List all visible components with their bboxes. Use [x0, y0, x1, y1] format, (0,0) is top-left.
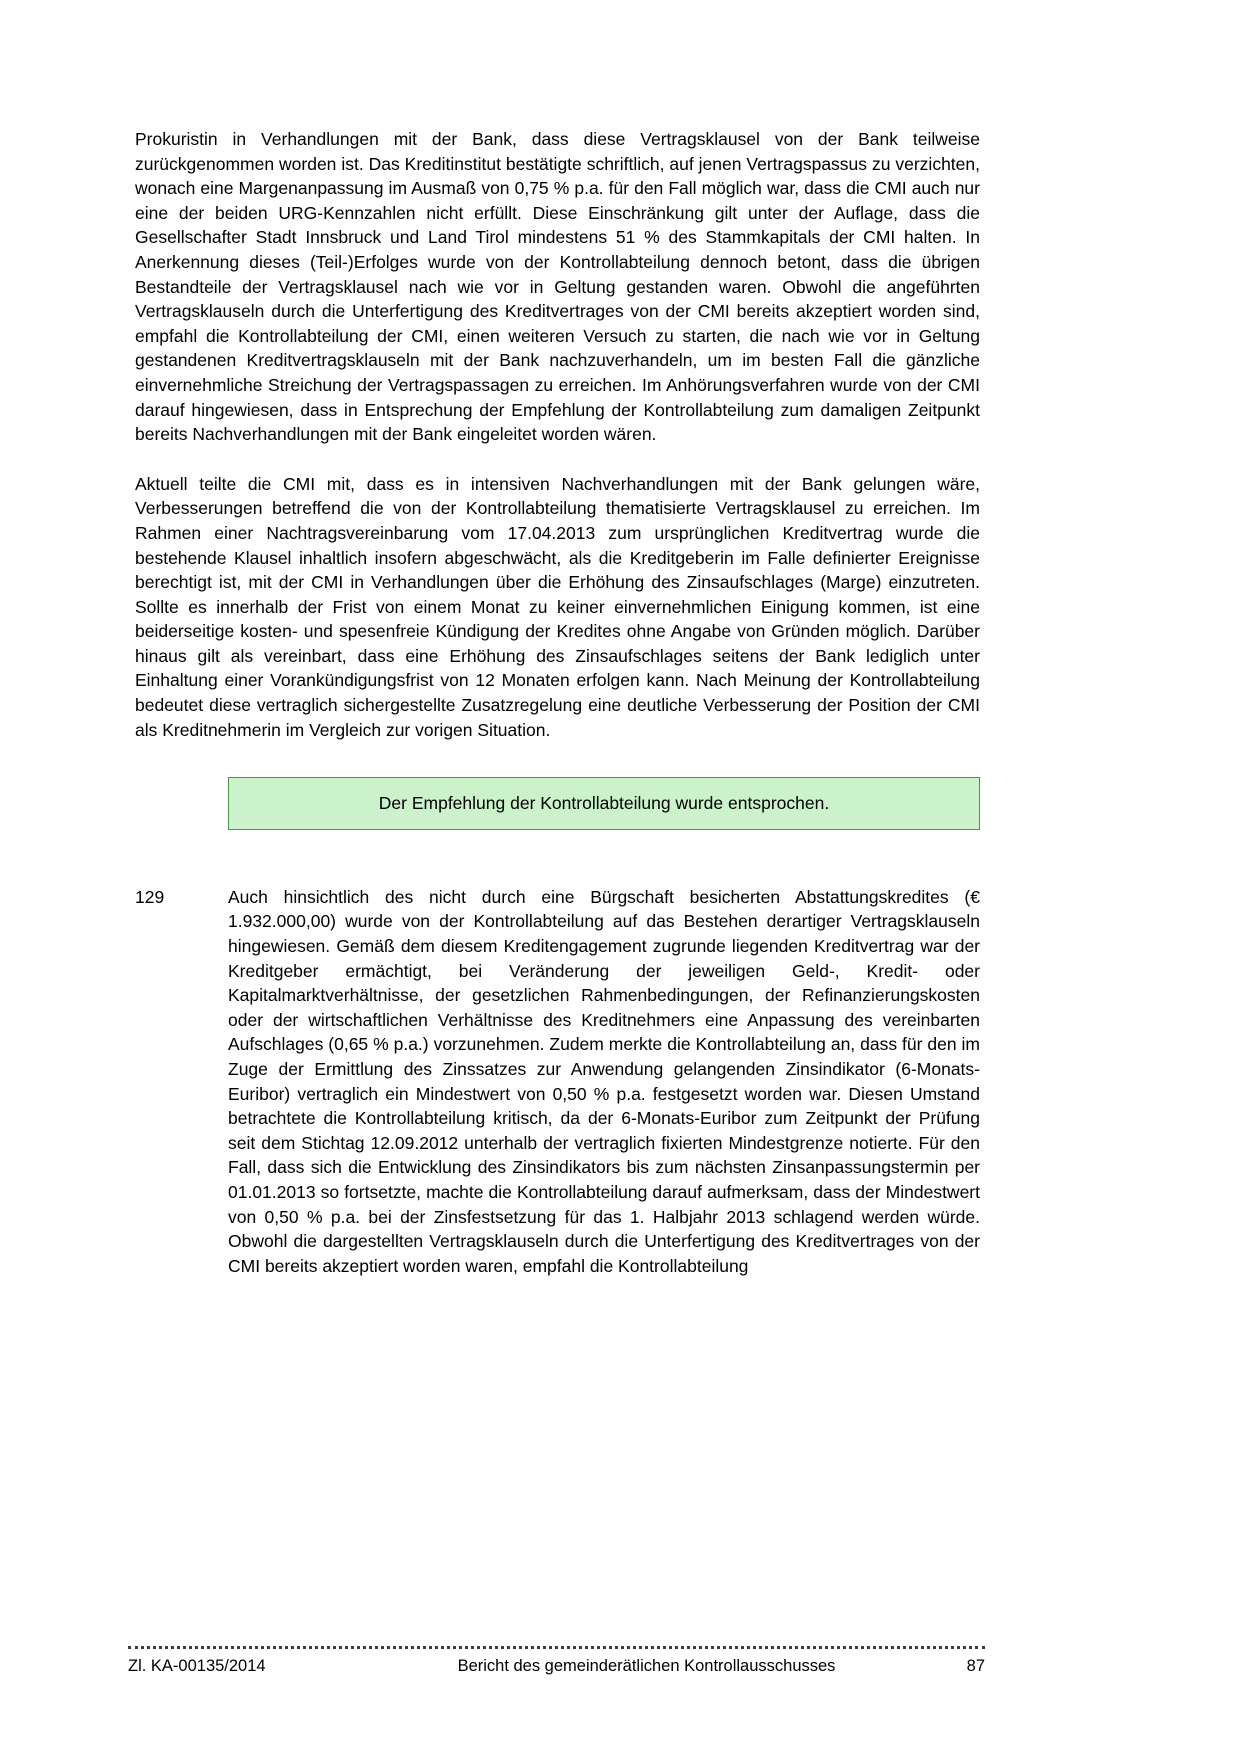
footer-reference: Zl. KA-00135/2014	[128, 1657, 266, 1675]
paragraph-continuation: Prokuristin in Verhandlungen mit der Bank, dass diese Vertragsklausel von der Bank teilweise zurückgenommen worden ist. Das Kreditinstitut bestätigte schriftlich, auf jenen Vertragspassus zu verzichten, wonach eine Margenanpassung im Ausmaß von 0,75 % p.a. für den Fall möglich war, dass die CMI auch nur eine der beiden URG-Kennzahlen nicht erfüllt. Diese Einschränkung gilt unter der Auflage, dass die Gesellschafter Stadt Innsbruck und Land Tirol mindestens 51 % des Stammkapitals der CMI halten. In Anerkennung dieses (Teil-)Erfolges wurde von der Kontrollabteilung dennoch betont, dass die übrigen Bestandteile der Vertragsklausel nach wie vor in Geltung gestanden waren. Obwohl die angeführten Vertragsklauseln durch die Unterfertigung des Kreditvertrages von der CMI bereits akzeptiert worden sind, empfahl die Kontrollabteilung der CMI, einen weiteren Versuch zu starten, die nach wie vor in Geltung gestandenen Kreditvertragsklauseln mit der Bank nachzuverhandeln, um im besten Fall die gänzliche einvernehmliche Streichung der Vertragspassagen zu erreichen. Im Anhörungsverfahren wurde von der CMI darauf hingewiesen, dass in Entsprechung der Empfehlung der Kontrollabteilung zum damaligen Zeitpunkt bereits Nachverhandlungen mit der Bank eingeleitet worden wären.	[135, 129, 980, 445]
page-footer	[128, 1646, 985, 1676]
recommendation-box-text: Der Empfehlung der Kontrollabteilung wurde entsprochen.	[378, 793, 830, 814]
footer-row	[128, 1656, 985, 1676]
footer-page-number: 87	[966, 1657, 985, 1675]
recommendation-box	[228, 777, 980, 830]
footer-divider	[128, 1646, 985, 1649]
paragraph-aktuell: Aktuell teilte die CMI mit, dass es in intensiven Nachverhandlungen mit der Bank gelungen wäre, Verbesserungen betreffend die von der Kontrollabteilung thematisierte Vertragsklausel zu erreichen. Im Rahmen einer Nachtragsvereinbarung vom 17.04.2013 zum ursprünglichen Kreditvertrag wurde die bestehende Klausel inhaltlich insofern abgeschwächt, als die Kreditgeberin im Falle definierter Ereignisse berechtigt ist, mit der CMI in Verhandlungen über die Erhöhung des Zinsaufschlages (Marge) einzutreten. Sollte es innerhalb der Frist von einem Monat zu keiner einvernehmlichen Einigung kommen, ist eine beiderseitige kosten- und spesenfreie Kündigung der Kredites ohne Angabe von Gründen möglich. Darüber hinaus gilt als vereinbart, dass eine Erhöhung des Zinsaufschlages seitens der Bank lediglich unter Einhaltung einer Vorankündigungsfrist von 12 Monaten erfolgen kann. Nach Meinung der Kontrollabteilung bedeutet diese vertraglich sichergestellte Zusatzregelung eine deutliche Verbesserung der Position der CMI als Kreditnehmerin im Vergleich zur vorigen Situation.	[135, 473, 980, 740]
margin-number: 129	[135, 886, 165, 907]
numbered-section	[135, 885, 980, 1304]
footer-title: Bericht des gemeinderätlichen Kontrollausschusses	[457, 1657, 836, 1675]
paragraph-129: Auch hinsichtlich des nicht durch eine Bürgschaft besicherten Abstattungskredites (€ 1.932.000,00) wurde von der Kontrollabteilung auf das Bestehen derartiger Vertragsklauseln hingewiesen. Gemäß dem diesem Kreditengagement zugrunde liegenden Kreditvertrag war der Kreditgeber ermächtigt, bei Veränderung der jeweiligen Geld-, Kredit- oder Kapitalmarktverhältnisse, der gesetzlichen Rahmenbedingungen, der Refinanzierungskosten oder der wirtschaftlichen Verhältnisse des Kreditnehmers eine Anpassung des vereinbarten Aufschlages (0,65 % p.a.) vorzunehmen. Zudem merkte die Kontrollabteilung an, dass für den im Zuge der Ermittlung des Zinssatzes zur Anwendung gelangenden Zinsindikator (6-Monats-Euribor) vertraglich ein Mindestwert von 0,50 % p.a. festgesetzt worden war. Diesen Umstand betrachtete die Kontrollabteilung kritisch, da der 6-Monats-Euribor zum Zeitpunkt der Prüfung seit dem Stichtag 12.09.2012 unterhalb der vertraglich fixierten Mindestgrenze notierte. Für den Fall, dass sich die Entwicklung des Zinsindikators bis zum nächsten Zinsanpassungstermin per 01.01.2013 so fortsetzte, machte die Kontrollabteilung darauf aufmerksam, dass der Mindestwert von 0,50 % p.a. bei der Zinsfestsetzung für das 1. Halbjahr 2013 schlagend werden würde. Obwohl die dargestellten Vertragsklauseln durch die Unterfertigung des Kreditvertrages von der CMI bereits akzeptiert worden waren, empfahl die Kontrollabteilung	[228, 886, 980, 1276]
page-content	[135, 127, 980, 1303]
